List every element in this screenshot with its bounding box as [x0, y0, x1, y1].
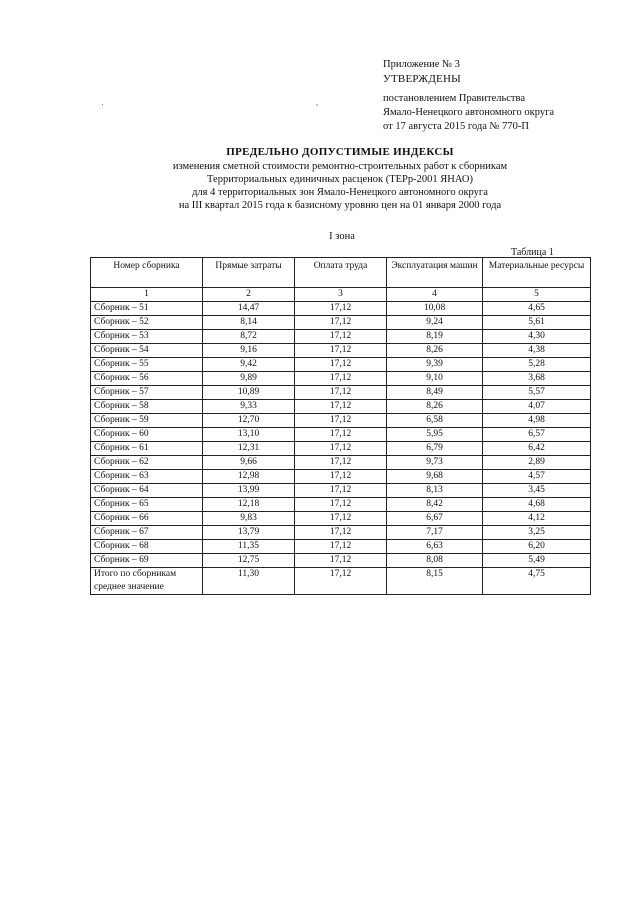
total-row [91, 568, 591, 595]
table-cell: 12,18 [203, 498, 295, 512]
table-cell: 9,83 [203, 512, 295, 526]
approval-line-1: постановлением Правительства [383, 93, 526, 104]
row-label: Сборник – 58 [91, 400, 203, 414]
row-label: Сборник – 66 [91, 512, 203, 526]
table-row [91, 526, 591, 540]
table-row [91, 302, 591, 316]
table-cell: 12,98 [203, 470, 295, 484]
table-cell: 7,17 [387, 526, 483, 540]
table-cell: 17,12 [295, 400, 387, 414]
table-cell: 6,57 [483, 428, 591, 442]
table-cell: 4,68 [483, 498, 591, 512]
table-cell: 17,12 [295, 498, 387, 512]
row-label: Сборник – 61 [91, 442, 203, 456]
row-label: Сборник – 52 [91, 316, 203, 330]
table-header-row [91, 258, 591, 288]
table-row [91, 400, 591, 414]
table-cell: 6,63 [387, 540, 483, 554]
column-number: 4 [387, 288, 483, 302]
table-row [91, 456, 591, 470]
table-cell: 4,98 [483, 414, 591, 428]
table-row [91, 554, 591, 568]
table-cell: 17,12 [295, 414, 387, 428]
table-cell: 9,33 [203, 400, 295, 414]
row-label: Сборник – 51 [91, 302, 203, 316]
table-cell: 4,65 [483, 302, 591, 316]
column-number: 2 [203, 288, 295, 302]
table-cell: 3,25 [483, 526, 591, 540]
row-label: Сборник – 60 [91, 428, 203, 442]
row-label: Сборник – 64 [91, 484, 203, 498]
table-cell: 8,26 [387, 344, 483, 358]
table-cell: 9,16 [203, 344, 295, 358]
table-cell: 9,66 [203, 456, 295, 470]
table-cell: 17,12 [295, 302, 387, 316]
table-row [91, 344, 591, 358]
table-row [91, 372, 591, 386]
document-title: ПРЕДЕЛЬНО ДОПУСТИМЫЕ ИНДЕКСЫ [226, 146, 454, 158]
table-row [91, 428, 591, 442]
header-cell: Номер сборника [91, 258, 203, 288]
table-cell: 11,35 [203, 540, 295, 554]
heading-line-4: на III квартал 2015 года к базисному уровню цен на 01 января 2000 года [178, 200, 502, 211]
row-label: Сборник – 56 [91, 372, 203, 386]
table-cell: 8,08 [387, 554, 483, 568]
table-row [91, 484, 591, 498]
table-cell: 8,42 [387, 498, 483, 512]
row-label: Сборник – 63 [91, 470, 203, 484]
table-cell: 9,24 [387, 316, 483, 330]
table-cell: 6,58 [387, 414, 483, 428]
table-cell: 17,12 [295, 456, 387, 470]
table-cell: 8,19 [387, 330, 483, 344]
table-cell: 6,67 [387, 512, 483, 526]
table-cell: 6,42 [483, 442, 591, 456]
approval-line-3: от 17 августа 2015 года № 770-П [383, 121, 530, 132]
table-cell: 12,31 [203, 442, 295, 456]
total-cell: 11,30 [203, 568, 295, 595]
table-cell: 17,12 [295, 554, 387, 568]
table-row [91, 316, 591, 330]
heading-line-1: изменения сметной стоимости ремонтно-строительных работ к сборникам [172, 161, 508, 172]
total-cell: 8,15 [387, 568, 483, 595]
approval-block [383, 58, 554, 134]
approved-label: УТВЕРЖДЕНЫ [383, 73, 461, 85]
scan-speck [102, 104, 103, 105]
row-label: Сборник – 67 [91, 526, 203, 540]
table-cell: 17,12 [295, 540, 387, 554]
table-cell: 17,12 [295, 358, 387, 372]
table-cell: 9,39 [387, 358, 483, 372]
row-label: Сборник – 69 [91, 554, 203, 568]
table-cell: 13,79 [203, 526, 295, 540]
heading-line-2: Территориальных единичных расценок (ТЕРр-2001 ЯНАО) [207, 174, 473, 185]
table-cell: 10,89 [203, 386, 295, 400]
table-cell: 5,28 [483, 358, 591, 372]
table-cell: 6,79 [387, 442, 483, 456]
table-cell: 4,07 [483, 400, 591, 414]
table-cell: 17,12 [295, 512, 387, 526]
table-cell: 14,47 [203, 302, 295, 316]
table-row [91, 540, 591, 554]
column-number-row [91, 288, 591, 302]
header-cell: Материальные ресурсы [483, 258, 591, 288]
approval-line-2: Ямало-Ненецкого автономного округа [383, 107, 555, 118]
table-row [91, 414, 591, 428]
column-number: 1 [91, 288, 203, 302]
column-number: 5 [483, 288, 591, 302]
table-row [91, 358, 591, 372]
row-label: Сборник – 55 [91, 358, 203, 372]
row-label: Сборник – 53 [91, 330, 203, 344]
table-row [91, 442, 591, 456]
header-cell: Прямые затраты [203, 258, 295, 288]
table-cell: 17,12 [295, 526, 387, 540]
table-cell: 3,68 [483, 372, 591, 386]
total-cell: 17,12 [295, 568, 387, 595]
table-cell: 17,12 [295, 428, 387, 442]
table-cell: 2,89 [483, 456, 591, 470]
table-cell: 4,57 [483, 470, 591, 484]
table-row [91, 330, 591, 344]
table-caption: Таблица 1 [511, 247, 554, 258]
table-cell: 9,73 [387, 456, 483, 470]
table-cell: 17,12 [295, 316, 387, 330]
table-cell: 4,12 [483, 512, 591, 526]
table-cell: 9,42 [203, 358, 295, 372]
table-cell: 9,10 [387, 372, 483, 386]
document-heading [120, 146, 560, 212]
table-cell: 8,14 [203, 316, 295, 330]
table-row [91, 470, 591, 484]
table-cell: 17,12 [295, 442, 387, 456]
table-cell: 10,08 [387, 302, 483, 316]
total-label: Итого по сборникам среднее значение [91, 568, 203, 595]
row-label: Сборник – 68 [91, 540, 203, 554]
table-cell: 6,20 [483, 540, 591, 554]
table-cell: 12,70 [203, 414, 295, 428]
table-cell: 4,38 [483, 344, 591, 358]
header-cell: Оплата труда [295, 258, 387, 288]
table-cell: 8,72 [203, 330, 295, 344]
row-label: Сборник – 57 [91, 386, 203, 400]
table-cell: 3,45 [483, 484, 591, 498]
table-cell: 5,61 [483, 316, 591, 330]
table-cell: 17,12 [295, 470, 387, 484]
heading-line-3: для 4 территориальных зон Ямало-Ненецкого автономного округа [192, 187, 488, 198]
table-cell: 5,49 [483, 554, 591, 568]
table-cell: 17,12 [295, 484, 387, 498]
table-row [91, 386, 591, 400]
row-label: Сборник – 65 [91, 498, 203, 512]
table-cell: 17,12 [295, 372, 387, 386]
row-label: Сборник – 62 [91, 456, 203, 470]
scan-mark: , [316, 98, 318, 107]
table-body [91, 302, 591, 568]
table-cell: 8,26 [387, 400, 483, 414]
table-cell: 8,13 [387, 484, 483, 498]
table-cell: 5,57 [483, 386, 591, 400]
table-cell: 17,12 [295, 386, 387, 400]
table-row [91, 512, 591, 526]
table-cell: 5,95 [387, 428, 483, 442]
table-cell: 4,30 [483, 330, 591, 344]
table-cell: 17,12 [295, 344, 387, 358]
row-label: Сборник – 54 [91, 344, 203, 358]
column-number: 3 [295, 288, 387, 302]
header-cell: Эксплуатация машин [387, 258, 483, 288]
row-label: Сборник – 59 [91, 414, 203, 428]
zone-label: I зона [329, 231, 355, 242]
table-cell: 9,68 [387, 470, 483, 484]
table-cell: 13,10 [203, 428, 295, 442]
table-cell: 8,49 [387, 386, 483, 400]
table-cell: 13,99 [203, 484, 295, 498]
index-table [90, 257, 591, 595]
table-cell: 12,75 [203, 554, 295, 568]
total-cell: 4,75 [483, 568, 591, 595]
table-row [91, 498, 591, 512]
table-cell: 17,12 [295, 330, 387, 344]
table-cell: 9,89 [203, 372, 295, 386]
appendix-number: Приложение № 3 [383, 59, 460, 70]
